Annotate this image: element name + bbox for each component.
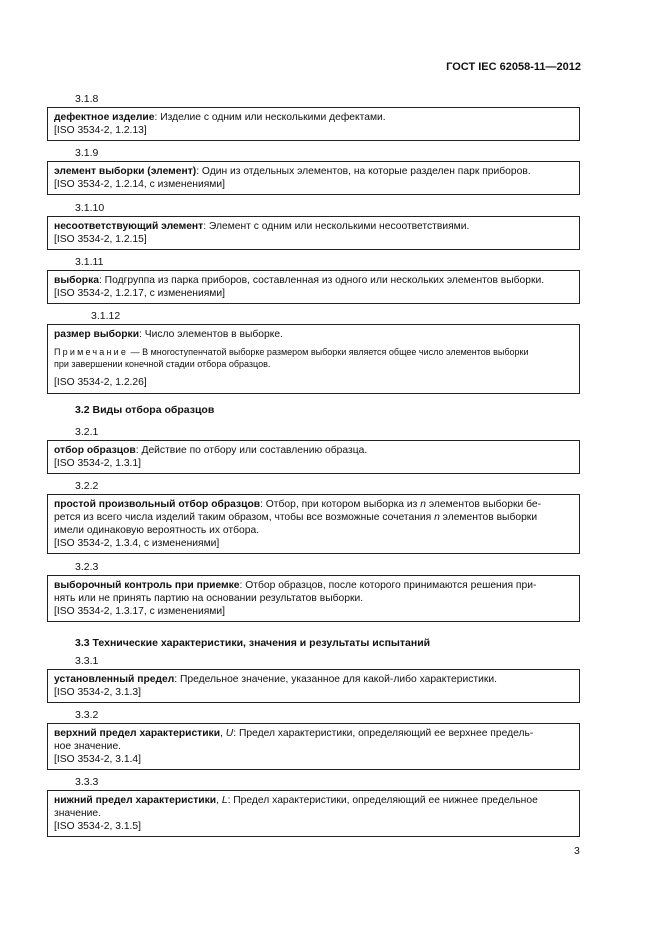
term: выборочный контроль при приемке — [54, 580, 240, 591]
symbol-n: n — [420, 499, 426, 510]
note — [54, 347, 573, 370]
symbol-n: n — [434, 512, 440, 523]
definition-box — [47, 669, 580, 703]
definition-text: : Отбор образцов, после которого принимаются решения при- — [239, 580, 537, 591]
clause-number: 3.2.2 — [75, 480, 99, 492]
clause-number: 3.1.10 — [75, 202, 105, 214]
definition-text: : Действие по отбору или составлению образца. — [135, 445, 368, 456]
clause-number: 3.1.12 — [91, 310, 121, 322]
reference: [ISO 3534-2, 1.2.26] — [54, 377, 147, 388]
definition-text: : Предел характеристики, определяющий ее нижнее предельное — [227, 795, 538, 806]
symbol: U — [225, 728, 234, 739]
note-text: — В многоступенчатой выборке размером выборки является общее число элементов выборки — [128, 347, 529, 357]
reference: [ISO 3534-2, 1.3.17, с изменениями] — [54, 606, 225, 617]
definition-text: элементов выборки — [439, 512, 538, 523]
term: элемент выборки (элемент) — [54, 166, 197, 177]
definition-text: : Один из отдельных элементов, на которые разделен парк приборов. — [196, 166, 531, 177]
reference: [ISO 3534-2, 1.2.15] — [54, 234, 147, 245]
reference: [ISO 3534-2, 1.3.1] — [54, 458, 142, 469]
reference: [ISO 3534-2, 3.1.3] — [54, 687, 142, 698]
page-number: 3 — [574, 845, 580, 857]
definition-text: элементов выборки бе- — [425, 499, 542, 510]
definition-box — [47, 107, 580, 141]
section-heading: 3.2 Виды отбора образцов — [75, 404, 215, 416]
clause-number: 3.1.8 — [75, 93, 99, 105]
reference: [ISO 3534-2, 3.1.4] — [54, 754, 142, 765]
clause-number: 3.1.11 — [75, 256, 104, 268]
section-heading: 3.3 Технические характеристики, значения и результаты испытаний — [75, 637, 431, 649]
document-header: ГОСТ IEC 62058-11—2012 — [446, 61, 581, 73]
definition-text: : Изделие с одним или несколькими дефектами. — [154, 112, 386, 123]
definition-box — [47, 440, 580, 474]
clause-number: 3.1.9 — [75, 147, 99, 159]
definition-box — [47, 270, 580, 304]
clause-number: 3.2.3 — [75, 561, 99, 573]
definition-text: : Отбор, при котором выборка из — [260, 499, 421, 510]
note-text-line2: при завершении конечной стадии отбора образцов. — [54, 358, 271, 369]
definition-box — [47, 216, 580, 250]
clause-number: 3.2.1 — [75, 426, 99, 438]
clause-number: 3.3.3 — [75, 776, 99, 788]
term: нижний предел характеристики — [54, 795, 217, 806]
reference: [ISO 3534-2, 1.2.17, с изменениями] — [54, 288, 225, 299]
reference: [ISO 3534-2, 1.3.4, с изменениями] — [54, 538, 220, 549]
term: установленный предел — [54, 674, 175, 685]
definition-box: нижний предел характеристики, L: Предел характеристики, определяющий ее нижнее предельное значение. [ISO 3534-2, 3.1.5] — [47, 790, 580, 837]
term: дефектное изделие — [54, 112, 155, 123]
term: выборка — [54, 275, 99, 286]
definition-text: : Предел характеристики, определяющий ее верхнее предель- — [233, 728, 534, 739]
definition-text: имели одинаковую вероятность их отбора. — [54, 525, 260, 536]
term: верхний предел характеристики — [54, 728, 221, 739]
term: простой произвольный отбор образцов — [54, 499, 261, 510]
note-label: Примечание — [54, 347, 129, 357]
clause-number: 3.3.1 — [75, 655, 99, 667]
definition-text: ное значение. — [54, 741, 122, 752]
definition-box — [47, 161, 580, 195]
reference: [ISO 3534-2, 3.1.5] — [54, 821, 142, 832]
definition-text: нять или не принять партию на основании результатов выборки. — [54, 593, 364, 604]
definition-text: рется из всего числа изделий таким образом, чтобы все возможные сочетания — [54, 512, 435, 523]
definition-text: : Число элементов в выборке. — [139, 329, 283, 340]
clause-number: 3.3.2 — [75, 709, 99, 721]
definition-box — [47, 494, 580, 554]
definition-text: : Элемент с одним или несколькими несоответствиями. — [203, 221, 470, 232]
term: несоответствующий элемент — [54, 221, 204, 232]
definition-text: значение. — [54, 808, 102, 819]
definition-box: верхний предел характеристики, U: Предел характеристики, определяющий ее верхнее предель- ное значение. [ISO 3534-2, 3.1.4] — [47, 723, 580, 770]
term: размер выборки — [54, 329, 140, 340]
definition-box — [47, 324, 580, 394]
definition-text: : Предельное значение, указанное для какой-либо характеристики. — [174, 674, 497, 685]
reference: [ISO 3534-2, 1.2.14, с изменениями] — [54, 179, 225, 190]
reference: [ISO 3534-2, 1.2.13] — [54, 125, 147, 136]
term: отбор образцов — [54, 445, 136, 456]
symbol: L — [221, 795, 228, 806]
definition-box — [47, 575, 580, 622]
definition-text: : Подгруппа из парка приборов, составленная из одного или нескольких элементов выборки. — [98, 275, 545, 286]
